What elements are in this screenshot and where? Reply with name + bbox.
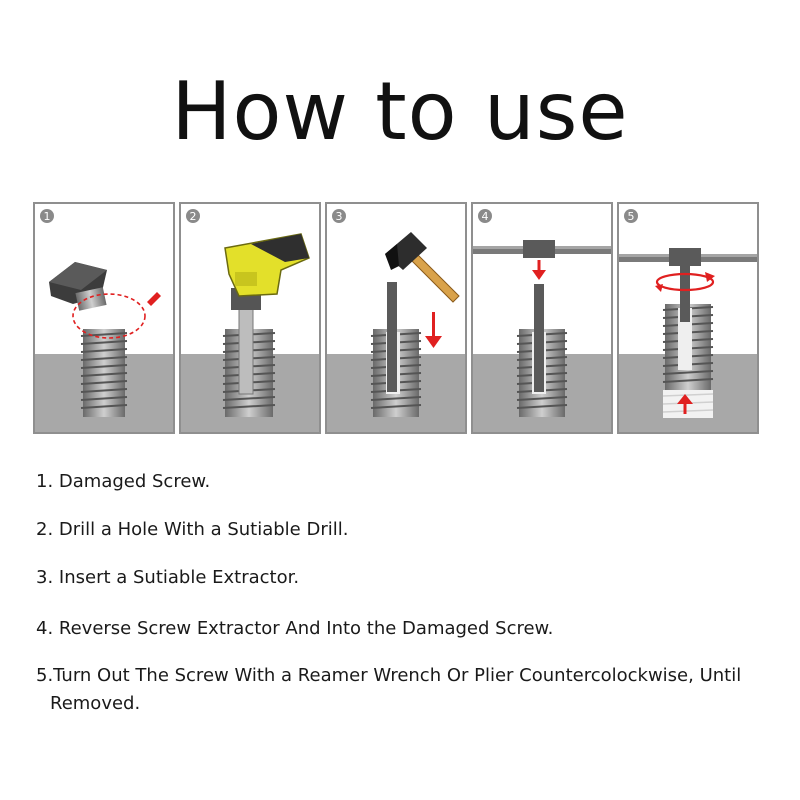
panel-2 <box>179 202 321 434</box>
tap-wrench-icon <box>619 248 757 266</box>
extractor-bit <box>534 284 544 392</box>
step-number: 3 <box>335 210 343 223</box>
instruction-panels <box>33 202 757 434</box>
extractor-bit <box>387 282 397 392</box>
threaded-shaft <box>81 329 127 417</box>
panel-5 <box>617 202 759 434</box>
step-number: 1 <box>43 210 51 223</box>
step-5-text: 5.Turn Out The Screw With a Reamer Wrench Or Plier Countercolockwise, Until <box>36 665 742 686</box>
down-arrow-icon <box>425 312 442 348</box>
step-number: 2 <box>189 210 197 223</box>
page-title: How to use <box>171 65 629 158</box>
step-4-text: 4. Reverse Screw Extractor And Into the Damaged Screw. <box>36 618 554 639</box>
tap-wrench-icon <box>473 240 611 258</box>
step-number: 5 <box>627 210 635 223</box>
damage-mark <box>147 292 161 306</box>
panel-3 <box>325 202 467 434</box>
step-2-text: 2. Drill a Hole With a Sutiable Drill. <box>36 519 349 540</box>
step-number: 4 <box>481 210 489 223</box>
step-1-text: 1. Damaged Screw. <box>36 471 211 492</box>
step-5-continuation: Removed. <box>50 693 141 714</box>
panel-1 <box>33 202 175 434</box>
step-3-text: 3. Insert a Sutiable Extractor. <box>36 567 300 588</box>
panel-4 <box>471 202 613 434</box>
extractor-bit <box>680 262 690 322</box>
broken-head <box>49 262 107 311</box>
down-arrow-icon <box>532 260 546 280</box>
